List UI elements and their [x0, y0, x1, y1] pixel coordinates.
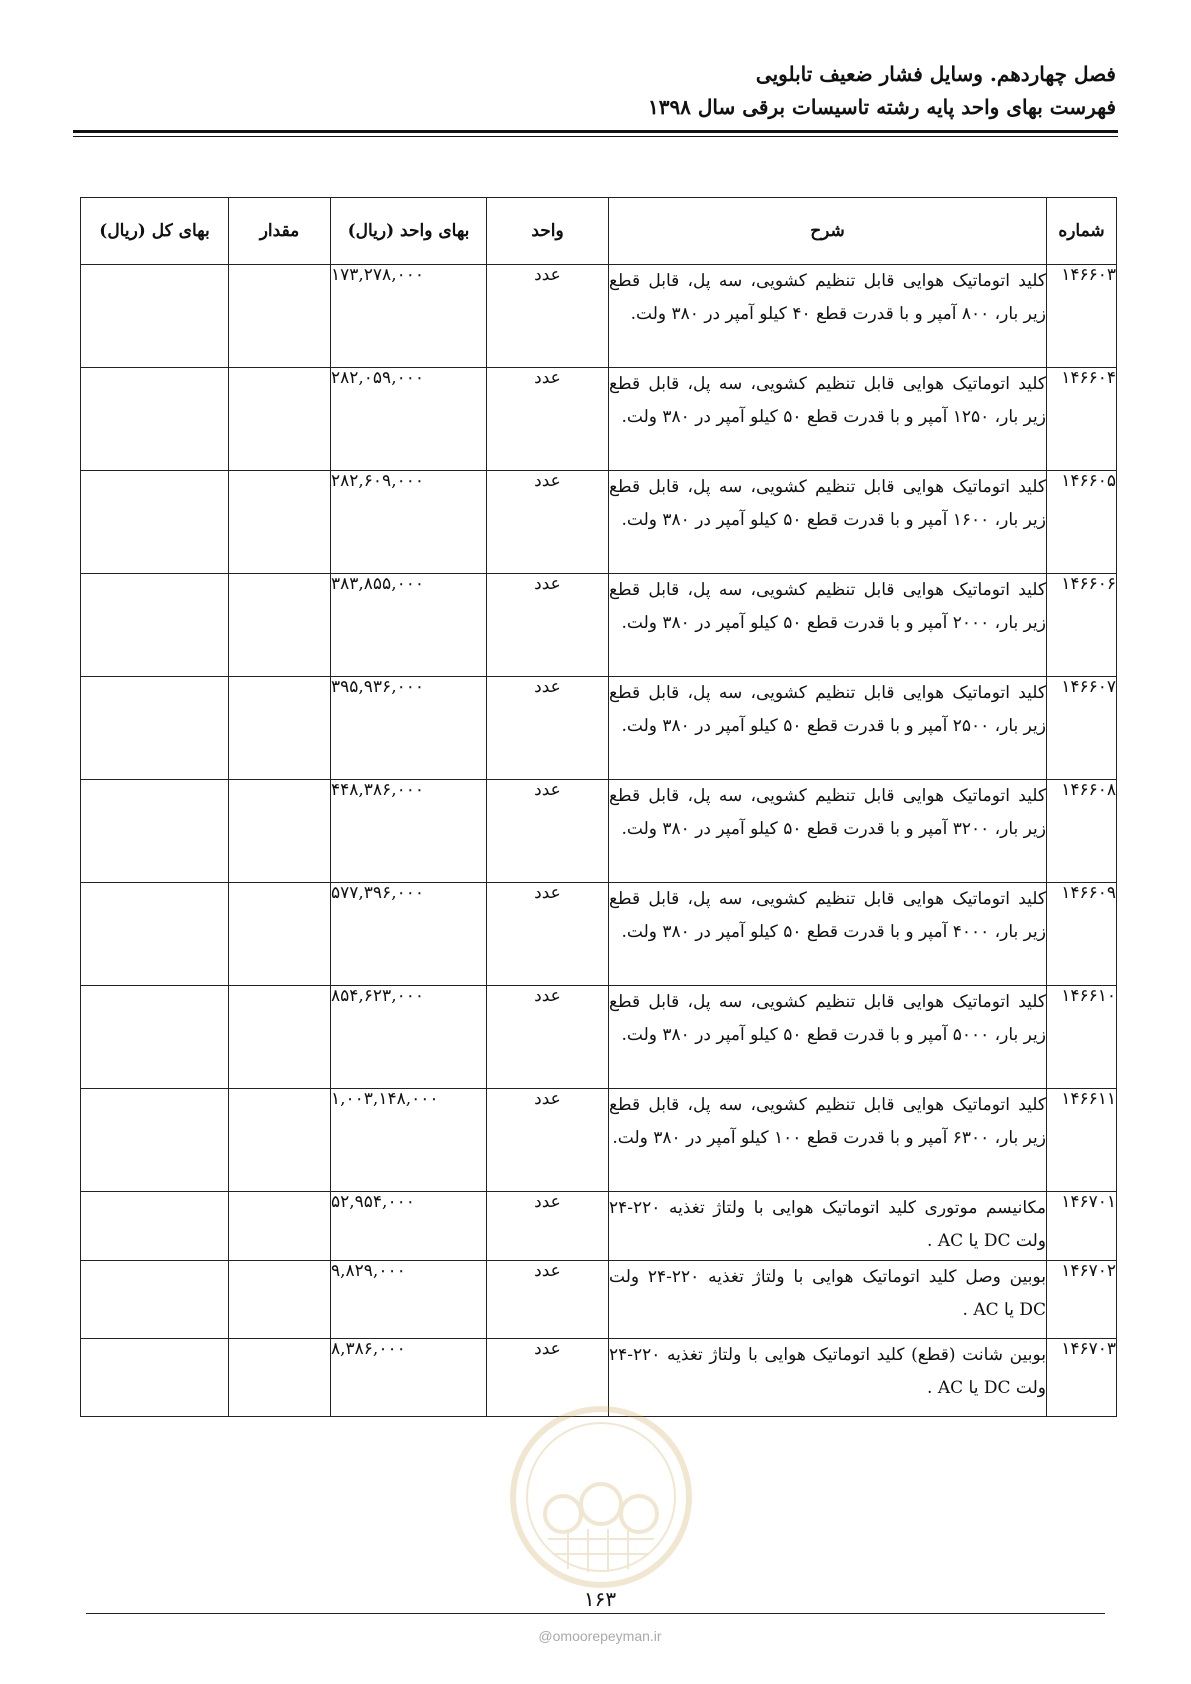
- item-description: کلید اتوماتیک هوایی قابل تنظیم کشویی، سه پل، قابل قطع زیر بار، ۲۵۰۰ آمپر و با قدرت قطع ۵۰ کیلو آمپر در ۳۸۰ ولت.: [609, 677, 1047, 780]
- price-list-table: [80, 197, 1117, 1417]
- item-number: ۱۴۶۷۰۲: [1047, 1261, 1117, 1339]
- table-row: [81, 1261, 1117, 1339]
- item-unit: عدد: [487, 574, 609, 677]
- item-number: ۱۴۶۶۰۷: [1047, 677, 1117, 780]
- item-unit: عدد: [487, 677, 609, 780]
- item-unit-price: ۱۷۳,۲۷۸,۰۰۰: [331, 265, 487, 368]
- item-unit: عدد: [487, 1192, 609, 1261]
- item-total-price: [81, 1192, 229, 1261]
- table-row: [81, 677, 1117, 780]
- item-quantity: [229, 368, 331, 471]
- item-total-price: [81, 265, 229, 368]
- item-quantity: [229, 1089, 331, 1192]
- header-quantity: مقدار: [229, 198, 331, 265]
- item-description: بوبین وصل کلید اتوماتیک هوایی با ولتاژ تغذیه ۲۲۰-۲۴ ولت DC یا AC .: [609, 1261, 1047, 1339]
- item-quantity: [229, 265, 331, 368]
- item-number: ۱۴۶۶۱۰: [1047, 986, 1117, 1089]
- item-number: ۱۴۶۶۱۱: [1047, 1089, 1117, 1192]
- item-unit: عدد: [487, 1261, 609, 1339]
- item-number: ۱۴۶۶۰۹: [1047, 883, 1117, 986]
- item-unit-price: ۳۹۵,۹۳۶,۰۰۰: [331, 677, 487, 780]
- header-unit: واحد: [487, 198, 609, 265]
- item-unit: عدد: [487, 265, 609, 368]
- item-description: بوبین شانت (قطع) کلید اتوماتیک هوایی با ولتاژ تغذیه ۲۲۰-۲۴ ولت DC یا AC .: [609, 1339, 1047, 1417]
- header-rule-thin: [73, 136, 1118, 137]
- item-unit-price: ۸,۳۸۶,۰۰۰: [331, 1339, 487, 1417]
- table-row: [81, 780, 1117, 883]
- item-total-price: [81, 471, 229, 574]
- item-quantity: [229, 883, 331, 986]
- item-quantity: [229, 780, 331, 883]
- item-quantity: [229, 986, 331, 1089]
- table-row: [81, 471, 1117, 574]
- item-unit-price: ۲۸۲,۰۵۹,۰۰۰: [331, 368, 487, 471]
- item-unit: عدد: [487, 883, 609, 986]
- item-quantity: [229, 471, 331, 574]
- website-watermark: @omoorepeyman.ir: [538, 1628, 662, 1644]
- item-total-price: [81, 1261, 229, 1339]
- footer-rule: [86, 1613, 1105, 1614]
- item-unit: عدد: [487, 1339, 609, 1417]
- item-unit: عدد: [487, 368, 609, 471]
- item-unit-price: ۴۴۸,۳۸۶,۰۰۰: [331, 780, 487, 883]
- chapter-title: فصل چهاردهم. وسایل فشار ضعیف تابلویی: [755, 62, 1116, 86]
- header-number: شماره: [1047, 198, 1117, 265]
- table-row: [81, 986, 1117, 1089]
- item-unit-price: ۲۸۲,۶۰۹,۰۰۰: [331, 471, 487, 574]
- header-rule-thick: [73, 130, 1118, 133]
- item-description: کلید اتوماتیک هوایی قابل تنظیم کشویی، سه پل، قابل قطع زیر بار، ۱۲۵۰ آمپر و با قدرت قطع ۵۰ کیلو آمپر در ۳۸۰ ولت.: [609, 368, 1047, 471]
- item-quantity: [229, 677, 331, 780]
- item-quantity: [229, 1192, 331, 1261]
- table-row: [81, 368, 1117, 471]
- item-quantity: [229, 1261, 331, 1339]
- item-number: ۱۴۶۷۰۳: [1047, 1339, 1117, 1417]
- item-total-price: [81, 368, 229, 471]
- table-row: [81, 1089, 1117, 1192]
- watermark-seal-icon: [508, 1404, 694, 1590]
- item-unit: عدد: [487, 1089, 609, 1192]
- table-row: [81, 265, 1117, 368]
- item-total-price: [81, 677, 229, 780]
- item-total-price: [81, 780, 229, 883]
- item-total-price: [81, 883, 229, 986]
- item-description: کلید اتوماتیک هوایی قابل تنظیم کشویی، سه پل، قابل قطع زیر بار، ۸۰۰ آمپر و با قدرت قطع ۴۰ کیلو آمپر در ۳۸۰ ولت.: [609, 265, 1047, 368]
- item-description: کلید اتوماتیک هوایی قابل تنظیم کشویی، سه پل، قابل قطع زیر بار، ۱۶۰۰ آمپر و با قدرت قطع ۵۰ کیلو آمپر در ۳۸۰ ولت.: [609, 471, 1047, 574]
- item-description: کلید اتوماتیک هوایی قابل تنظیم کشویی، سه پل، قابل قطع زیر بار، ۶۳۰۰ آمپر و با قدرت قطع ۱۰۰ کیلو آمپر در ۳۸۰ ولت.: [609, 1089, 1047, 1192]
- table-row: [81, 574, 1117, 677]
- item-unit-price: ۹,۸۲۹,۰۰۰: [331, 1261, 487, 1339]
- document-subtitle: فهرست بهای واحد پایه رشته تاسیسات برقی سال ۱۳۹۸: [647, 95, 1116, 119]
- header-description: شرح: [609, 198, 1047, 265]
- item-number: ۱۴۶۶۰۶: [1047, 574, 1117, 677]
- item-number: ۱۴۶۶۰۳: [1047, 265, 1117, 368]
- item-unit: عدد: [487, 986, 609, 1089]
- header-unit-price: بهای واحد (ریال): [331, 198, 487, 265]
- item-quantity: [229, 574, 331, 677]
- item-description: کلید اتوماتیک هوایی قابل تنظیم کشویی، سه پل، قابل قطع زیر بار، ۲۰۰۰ آمپر و با قدرت قطع ۵۰ کیلو آمپر در ۳۸۰ ولت.: [609, 574, 1047, 677]
- table-row: [81, 1192, 1117, 1261]
- item-unit: عدد: [487, 780, 609, 883]
- item-quantity: [229, 1339, 331, 1417]
- item-number: ۱۴۶۶۰۵: [1047, 471, 1117, 574]
- item-number: ۱۴۶۷۰۱: [1047, 1192, 1117, 1261]
- item-unit-price: ۸۵۴,۶۲۳,۰۰۰: [331, 986, 487, 1089]
- item-unit: عدد: [487, 471, 609, 574]
- page-number: ۱۶۳: [583, 1587, 617, 1611]
- page-header: [75, 58, 1116, 124]
- item-description: کلید اتوماتیک هوایی قابل تنظیم کشویی، سه پل، قابل قطع زیر بار، ۴۰۰۰ آمپر و با قدرت قطع ۵۰ کیلو آمپر در ۳۸۰ ولت.: [609, 883, 1047, 986]
- item-description: مکانیسم موتوری کلید اتوماتیک هوایی با ولتاژ تغذیه ۲۲۰-۲۴ ولت DC یا AC .: [609, 1192, 1047, 1261]
- item-total-price: [81, 1089, 229, 1192]
- item-total-price: [81, 574, 229, 677]
- item-unit-price: ۳۸۳,۸۵۵,۰۰۰: [331, 574, 487, 677]
- item-total-price: [81, 986, 229, 1089]
- item-description: کلید اتوماتیک هوایی قابل تنظیم کشویی، سه پل، قابل قطع زیر بار، ۳۲۰۰ آمپر و با قدرت قطع ۵۰ کیلو آمپر در ۳۸۰ ولت.: [609, 780, 1047, 883]
- item-total-price: [81, 1339, 229, 1417]
- table-header-row: [81, 198, 1117, 265]
- table-row: [81, 883, 1117, 986]
- item-unit-price: ۵۷۷,۳۹۶,۰۰۰: [331, 883, 487, 986]
- item-description: کلید اتوماتیک هوایی قابل تنظیم کشویی، سه پل، قابل قطع زیر بار، ۵۰۰۰ آمپر و با قدرت قطع ۵۰ کیلو آمپر در ۳۸۰ ولت.: [609, 986, 1047, 1089]
- item-number: ۱۴۶۶۰۴: [1047, 368, 1117, 471]
- item-number: ۱۴۶۶۰۸: [1047, 780, 1117, 883]
- header-total-price: بهای کل (ریال): [81, 198, 229, 265]
- item-unit-price: ۱,۰۰۳,۱۴۸,۰۰۰: [331, 1089, 487, 1192]
- item-unit-price: ۵۲,۹۵۴,۰۰۰: [331, 1192, 487, 1261]
